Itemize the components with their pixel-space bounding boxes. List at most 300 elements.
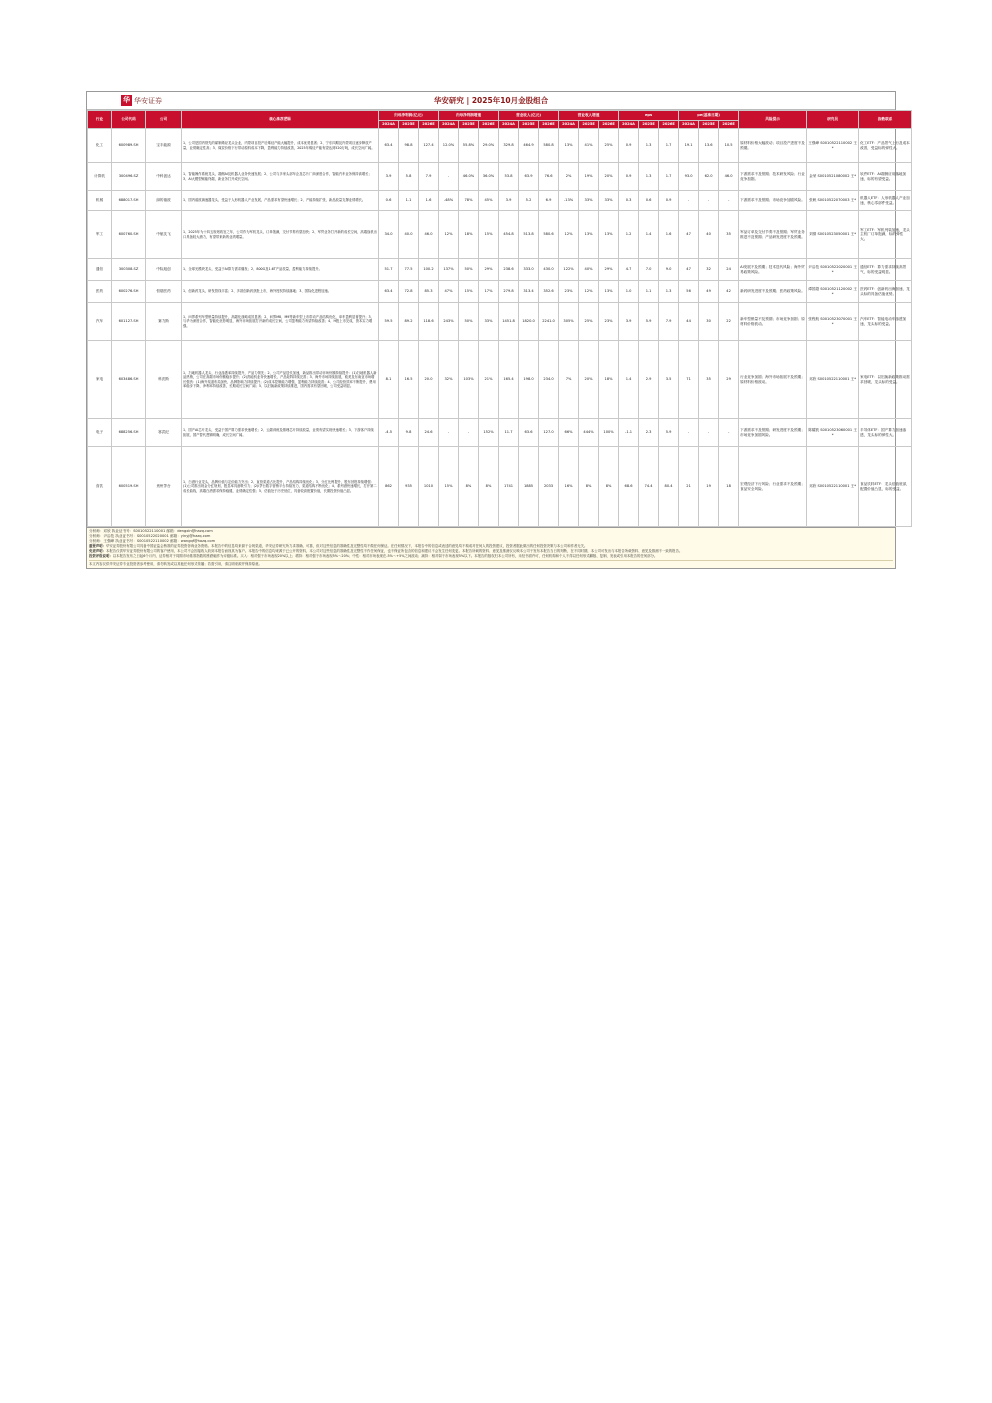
metric-cell: 41%	[579, 129, 599, 163]
metric-cell: 25%	[579, 303, 599, 341]
metric-cell: 11.7	[499, 419, 519, 447]
header-profit-growth: 归母净利润增速	[439, 111, 499, 121]
header-row-groups	[88, 111, 912, 121]
header-net-profit: 归母净利润(亿元)	[379, 111, 439, 121]
logic-cell: 1、智能操作系统龙头，端侧AI及机器人业务快速发展；2、公司与多家头部车企及芯片厂商深度合作，智能汽车业务保持高增长；3、AI大模型赋能终端，新业务打开成长空间。	[182, 163, 379, 191]
header-pe: pe(基准日期)	[679, 111, 739, 121]
metric-cell: 1451.8	[499, 303, 519, 341]
metric-cell: 32	[699, 259, 719, 281]
metric-cell: 0.6	[639, 191, 659, 211]
analyst-cell: 张程航 S0010523070001 王*	[807, 303, 859, 341]
metric-cell: 29.0%	[479, 129, 499, 163]
metric-cell: 53.8	[499, 163, 519, 191]
metric-cell: 72.8	[399, 281, 419, 303]
table-row	[88, 419, 912, 447]
metric-cell: -	[439, 163, 459, 191]
risk-cell: 宏观经济下行风险；行业需求不及预期；食品安全风险。	[739, 447, 807, 527]
metric-cell: 137%	[439, 259, 459, 281]
header-year: 2026E	[599, 121, 619, 129]
metric-cell: 98.8	[399, 129, 419, 163]
table-row	[88, 191, 912, 211]
table-row	[88, 129, 912, 163]
metric-cell: 234.0	[539, 341, 559, 419]
risk-cell: 下游需求不及预期；研发进度不及预期；市场竞争加剧风险。	[739, 419, 807, 447]
metric-cell: 279.8	[499, 281, 519, 303]
metric-cell: 352.6	[539, 281, 559, 303]
code-cell: 600519.SH	[112, 447, 146, 527]
disclaimer-label: 重要声明：	[89, 544, 106, 548]
logic-cell: 1、扫地机器人龙头，行业渗透率持续提升，产品力领先；2、公司产品迭代加速，新品推出带动市场份额持续提升：(1)扫地机器人新品热销，公司在高端市场份额稳步提升；(2)洗地机业务快速增长，产品矩阵持续完善；3、海外市场持续拓展，欧美及东南亚市场增长强劲：(1)海外渠道布局加快，品牌影响力持续提升；(2)成本控制能力增强，盈利能力持续改善；4、公司经营效率不断提升，费用率稳步下降，净利率持续改善，长期成长空间广阔；5、以旧换新政策持续推进，国内需求有望回暖，公司受益明显。	[182, 341, 379, 419]
metric-cell: 8%	[599, 447, 619, 527]
metric-cell: 35	[699, 341, 719, 419]
metric-cell: 51.7	[379, 259, 399, 281]
risk-cell: 新车型销量不及预期；市场竞争加剧；原材料价格波动。	[739, 303, 807, 341]
metric-cell: 9.0	[659, 259, 679, 281]
metric-cell: 243%	[439, 303, 459, 341]
index-cell: 汽车ETF：智能电动车渗透加速，龙头标的受益。	[859, 303, 912, 341]
metric-cell: 25%	[599, 129, 619, 163]
metric-cell: 1.1	[399, 191, 419, 211]
metric-cell: 7.0	[639, 259, 659, 281]
metric-cell: 12.0%	[439, 129, 459, 163]
index-cell: 半导体ETF：国产算力加速渗透，龙头标的弹性大。	[859, 419, 912, 447]
index-cell: 软件ETF：AI端侧应用落地加速，标的有望受益。	[859, 163, 912, 191]
metric-cell: 23%	[599, 303, 619, 341]
analyst-cell: 尹沿技 S0010522020001 王*	[807, 259, 859, 281]
metric-cell: 45%	[479, 191, 499, 211]
metric-cell: 49	[699, 281, 719, 303]
analyst-cell: 王强峰 S0010522110002 王*	[807, 129, 859, 163]
metric-cell: 55.8%	[459, 129, 479, 163]
metric-cell: -	[439, 419, 459, 447]
metric-cell: 42	[719, 281, 739, 303]
analyst-cell: 谭国超 S0010521120002 王*	[807, 281, 859, 303]
metric-cell: 40.0	[399, 211, 419, 259]
stock-table	[87, 110, 912, 527]
header-year: 2026E	[719, 121, 739, 129]
metric-cell: 63.9	[519, 163, 539, 191]
table-row	[88, 259, 912, 281]
disclaimer-paragraph	[89, 554, 893, 559]
metric-cell: 77.5	[399, 259, 419, 281]
metric-cell: 18	[719, 447, 739, 527]
metric-cell: 7.9	[419, 163, 439, 191]
page-title: 华安研究 | 2025年10月金股组合	[433, 96, 549, 105]
metric-cell: 1.3	[639, 163, 659, 191]
risk-cell: 下游需求不及预期；技术研发风险；行业竞争加剧。	[739, 163, 807, 191]
metric-cell: 0.9	[619, 129, 639, 163]
company-cell: 中航沈飞	[146, 211, 182, 259]
industry-cell: 军工	[88, 211, 112, 259]
metric-cell: 21	[679, 447, 699, 527]
metric-cell: 935	[399, 447, 419, 527]
footer-note: 本文内容仅供华安证券专业投资者参考使用，请勿转发或以其他任何形式传播；若需引用，请注明来源并保持原意。	[89, 560, 893, 567]
table-body	[88, 129, 912, 527]
disclaimer-text: 本报告仅供华安证券股份有限公司的客户使用，本公司不会因接收人收到本报告而视其为客户。本报告中的信息均来源于已公开的资料，本公司对这些信息的准确性及完整性不作任何保证，也不保证所包含的信息和建议不会发生任何变更。本报告所载的资料、意见及推测仅反映本公司于发布本报告当日的判断，在不同时期，本公司可发出与本报告所载资料、意见及推测不一致的报告。	[105, 548, 683, 553]
industry-cell: 机械	[88, 191, 112, 211]
header-logic: 核心推荐逻辑	[182, 111, 379, 129]
industry-cell: 化工	[88, 129, 112, 163]
header-year: 2025E	[699, 121, 719, 129]
header-year: 2025E	[519, 121, 539, 129]
metric-cell: 464.9	[519, 129, 539, 163]
metric-cell: -	[699, 419, 719, 447]
header-year: 2026E	[659, 121, 679, 129]
metric-cell: 580.6	[539, 211, 559, 259]
logic-cell: 1、白酒行业龙头，品牌价值与定价能力突出；2、直营渠道占比提升，产品结构持续优化；3、分红比例提升，股东回报持续增强：(1)公司推出现金分红规划，股息率具备吸引力；(2)i茅台数字营销平台持续发力，渠道结构不断优化；4、系列酒快速增长，打开第二成长曲线，高端白酒需求保持稳健，业绩确定性强；5、估值处于历史低位，具备较高配置价值，长期投资价值凸显。	[182, 447, 379, 527]
metric-cell: 0.9	[659, 191, 679, 211]
metric-cell: 35	[719, 211, 739, 259]
disclaimer-label: 投资评级说明：	[89, 553, 113, 558]
code-cell: 688017.SH	[112, 191, 146, 211]
metric-cell: 1.0	[619, 281, 639, 303]
header-industry: 行业	[88, 111, 112, 129]
metric-cell: 18%	[599, 341, 619, 419]
metric-cell: 1.2	[619, 211, 639, 259]
metric-cell: 32%	[439, 341, 459, 419]
code-cell: 600760.SH	[112, 211, 146, 259]
logic-cell: 1、公司是国内领先的煤制烯烃龙头企业，内蒙项目投产后烯烃产能大幅提升，成本优势显著；2、宁东四期及内蒙项目逐步释放产量，业绩确定性高；3、煤炭价格下行带动原料成本下降，盈利能力持续改善，2025年烯烃产能有望达到520万吨，成长空间广阔。	[182, 129, 379, 163]
metric-cell: 23%	[559, 281, 579, 303]
metric-cell: 24	[719, 259, 739, 281]
metric-cell: 8.1	[379, 341, 399, 419]
metric-cell: 15%	[459, 281, 479, 303]
header-year: 2024A	[499, 121, 519, 129]
metric-cell: 305%	[559, 303, 579, 341]
company-cell: 绿的谐波	[146, 191, 182, 211]
metric-cell: 238.6	[499, 259, 519, 281]
metric-cell: 20%	[599, 163, 619, 191]
metric-cell: 0.3	[619, 191, 639, 211]
title-bar	[87, 92, 895, 110]
metric-cell: 19.1	[679, 129, 699, 163]
header-revenue-growth: 营业收入增速	[559, 111, 619, 121]
metric-cell: 1.4	[619, 341, 639, 419]
company-cell: 中际旭创	[146, 259, 182, 281]
portfolio-sheet	[86, 91, 910, 569]
metric-cell: 20.0	[419, 341, 439, 419]
header-risk: 风险提示	[739, 111, 807, 129]
analyst-line: 分析师：尹沿技 执业证书号：S0010522020001 邮箱：yinyj@hazq.com	[89, 534, 211, 538]
metric-cell: 1.6	[659, 211, 679, 259]
analyst-cell: 邓欣 S0010522110001 王*	[807, 341, 859, 419]
metric-cell: 1885	[519, 447, 539, 527]
metric-cell: 47%	[439, 281, 459, 303]
metric-cell: 17%	[479, 281, 499, 303]
metric-cell: 74.4	[639, 447, 659, 527]
disclaimer-label: 免责声明：	[89, 548, 106, 553]
header-year: 2025E	[399, 121, 419, 129]
code-cell: 300308.SZ	[112, 259, 146, 281]
metric-cell: 3.9	[619, 303, 639, 341]
metric-cell: 13%	[599, 211, 619, 259]
industry-cell: 食饮	[88, 447, 112, 527]
metric-cell: 19	[699, 447, 719, 527]
header-year: 2024A	[379, 121, 399, 129]
metric-cell: 12%	[559, 211, 579, 259]
metric-cell: 4.7	[619, 259, 639, 281]
table-row	[88, 211, 912, 259]
metric-cell: -48%	[439, 191, 459, 211]
metric-cell: 862	[379, 447, 399, 527]
index-cell: 军工ETF：军机列装加速，龙头主机厂订单饱满，标的弹性大。	[859, 211, 912, 259]
metric-cell: 15%	[479, 211, 499, 259]
metric-cell: 30	[699, 303, 719, 341]
header-year: 2024A	[619, 121, 639, 129]
metric-cell: 21%	[479, 341, 499, 419]
industry-cell: 电子	[88, 419, 112, 447]
metric-cell: 513.8	[519, 211, 539, 259]
metric-cell: 47	[679, 211, 699, 259]
metric-cell: 13%	[559, 129, 579, 163]
metric-cell: 5.9	[639, 303, 659, 341]
metric-cell: 152%	[479, 419, 499, 447]
company-cell: 宝丰能源	[146, 129, 182, 163]
analyst-cell: 陈耀波 S0010523060001 王*	[807, 419, 859, 447]
company-cell: 中科创达	[146, 163, 182, 191]
analyst-line: 分析师：邓欣 执业证书号：S0010522110001 邮箱：dengxin@hazq.com	[89, 529, 213, 533]
metric-cell: 12%	[439, 211, 459, 259]
header-year: 2024A	[559, 121, 579, 129]
metric-cell: 1.4	[639, 211, 659, 259]
index-cell: 医药ETF：创新药出海加速，龙头标的具备估值优势。	[859, 281, 912, 303]
metric-cell: 63.6	[519, 419, 539, 447]
metric-cell: 5.8	[399, 163, 419, 191]
metric-cell: 127.4	[419, 129, 439, 163]
metric-cell: 13.6	[699, 129, 719, 163]
metric-cell: 20%	[579, 341, 599, 419]
table-row	[88, 447, 912, 527]
header-company: 公司	[146, 111, 182, 129]
table-row	[88, 163, 912, 191]
industry-cell: 医药	[88, 281, 112, 303]
metric-cell: 76.6	[539, 163, 559, 191]
metric-cell: 2%	[559, 163, 579, 191]
analyst-line: 分析师：王强峰 执业证书号：S0010522110002 邮箱：wangqf@hazq.com	[89, 539, 216, 543]
metric-cell: 33%	[579, 191, 599, 211]
table-row	[88, 303, 912, 341]
metric-cell: -	[699, 191, 719, 211]
metric-cell: 7.9	[659, 303, 679, 341]
metric-cell: 1.7	[659, 129, 679, 163]
metric-cell: 63.4	[379, 281, 399, 303]
index-cell: 通信ETF：算力需求持续高景气，标的受益明显。	[859, 259, 912, 281]
risk-cell: 新药研发进度不及预期；医药政策风险。	[739, 281, 807, 303]
metric-cell: 36.0%	[479, 163, 499, 191]
metric-cell: 9.8	[399, 419, 419, 447]
metric-cell: 1.3	[659, 281, 679, 303]
metric-cell: 34.0	[379, 211, 399, 259]
metric-cell: 13%	[579, 211, 599, 259]
metric-cell: 5.9	[659, 419, 679, 447]
code-cell: 603486.SH	[112, 341, 146, 419]
metric-cell: 2.9	[639, 341, 659, 419]
metric-cell: -	[679, 191, 699, 211]
header-year: 2025E	[639, 121, 659, 129]
metric-cell: 6.9	[539, 191, 559, 211]
header-year: 2024A	[439, 121, 459, 129]
metric-cell: 29%	[599, 259, 619, 281]
index-cell: 机器人ETF：人形机器人产业加速，核心零部件受益。	[859, 191, 912, 211]
metric-cell: 24.6	[419, 419, 439, 447]
header-revenue: 营业收入(亿元)	[499, 111, 559, 121]
analyst-cell: 邓欣 S0010522110001 王*	[807, 447, 859, 527]
metric-cell: 1010	[419, 447, 439, 527]
metric-cell: 33%	[479, 303, 499, 341]
metric-cell: 50%	[459, 303, 479, 341]
metric-cell: 5.2	[519, 191, 539, 211]
metric-cell: 19%	[579, 163, 599, 191]
code-cell: 300496.SZ	[112, 163, 146, 191]
table-row	[88, 341, 912, 419]
header-year: 2025E	[579, 121, 599, 129]
index-cell: 食品饮料ETF：龙头估值底部，配置价值凸显，标的受益。	[859, 447, 912, 527]
metric-cell: 454.8	[499, 211, 519, 259]
industry-cell: 计算机	[88, 163, 112, 191]
metric-cell: 198.0	[519, 341, 539, 419]
metric-cell: 80.4	[659, 447, 679, 527]
metric-cell: 8%	[459, 447, 479, 527]
risk-cell: 行业竞争加剧；海外市场拓展不及预期；原材料价格波动。	[739, 341, 807, 419]
metric-cell: 46.0%	[459, 163, 479, 191]
risk-cell: 原材料价格大幅波动；项目投产进度不及预期。	[739, 129, 807, 163]
metric-cell: 1820.0	[519, 303, 539, 341]
metric-cell: 12%	[579, 281, 599, 303]
industry-cell: 通信	[88, 259, 112, 281]
metric-cell: 2241.0	[539, 303, 559, 341]
code-cell: 600276.SH	[112, 281, 146, 303]
metric-cell: -	[719, 191, 739, 211]
industry-cell: 家电	[88, 341, 112, 419]
metric-cell: 89.2	[399, 303, 419, 341]
metric-cell: 1.6	[419, 191, 439, 211]
metric-cell: 63.4	[379, 129, 399, 163]
header-index: 指数联系	[859, 111, 912, 129]
metric-cell: 18%	[459, 211, 479, 259]
metric-cell: 103%	[459, 341, 479, 419]
metric-cell: 8%	[479, 447, 499, 527]
company-cell: 赛力斯	[146, 303, 182, 341]
metric-cell: 100%	[599, 419, 619, 447]
header-eps: eps	[619, 111, 679, 121]
metric-cell: 50%	[459, 259, 479, 281]
metric-cell: 85.3	[419, 281, 439, 303]
metric-cell: 313.4	[519, 281, 539, 303]
metric-cell: 59.5	[379, 303, 399, 341]
metric-cell: 47	[679, 259, 699, 281]
metric-cell: 0.6	[379, 191, 399, 211]
logic-cell: 1、创新药龙头，研发管线丰富；2、多款创新药获批上市，海外授权持续落地；3、国际化进程加速。	[182, 281, 379, 303]
metric-cell: 165.4	[499, 341, 519, 419]
metric-cell: 333.0	[519, 259, 539, 281]
metric-cell: 46.0	[419, 211, 439, 259]
metric-cell: 22	[719, 303, 739, 341]
notes-section	[87, 527, 895, 568]
analyst-cell: 张帆 S0010522070003 王*	[807, 191, 859, 211]
metric-cell: 1.1	[639, 281, 659, 303]
risk-cell: 军品订单及交付节奏不及预期；军贸业务推进不及预期；产品研发进度不及预期。	[739, 211, 807, 259]
metric-cell: 8%	[579, 447, 599, 527]
logic-cell: 1、全球光模块龙头，受益于AI算力需求爆发；2、800G及1.6T产品放量，盈利能力持续提升。	[182, 259, 379, 281]
header-year: 2025E	[459, 121, 479, 129]
metric-cell: 62.0	[699, 163, 719, 191]
metric-cell: 56	[679, 281, 699, 303]
metric-cell: -1.1	[619, 419, 639, 447]
industry-cell: 汽车	[88, 303, 112, 341]
metric-cell: 2.3	[639, 419, 659, 447]
metric-cell: 1.7	[659, 163, 679, 191]
metric-cell: 66%	[559, 419, 579, 447]
logic-cell: 1、国内谐波减速器龙头，受益于人形机器人产业发展，产品需求有望快速增长；2、产能持续扩张，新品放量支撑业绩增长。	[182, 191, 379, 211]
logic-cell: 1、2025年为十四五规划收官之年，公司作为军机龙头，订单饱满，交付节奏有望加快；2、军贸业务打开新的成长空间，高端战机出口具备较大潜力，有望带来新的业绩增量。	[182, 211, 379, 259]
company-cell: 科沃斯	[146, 341, 182, 419]
header-year: 2026E	[479, 121, 499, 129]
metric-cell: 16%	[559, 447, 579, 527]
risk-cell: AI发展不及预期；技术迭代风险；海外贸易政策风险。	[739, 259, 807, 281]
header-code: 公司代码	[112, 111, 146, 129]
metric-cell: 40	[699, 211, 719, 259]
metric-cell: -	[459, 419, 479, 447]
logic-cell: 1、国产AI芯片龙头，受益于国产算力需求快速增长；2、云端训练及推理芯片持续放量，业绩有望实现快速增长；3、下游客户持续拓展，国产替代逻辑明确，成长空间广阔。	[182, 419, 379, 447]
metric-cell: 1741	[499, 447, 519, 527]
metric-cell: 0.9	[619, 163, 639, 191]
metric-cell: 68.6	[619, 447, 639, 527]
metric-cell: 100.2	[419, 259, 439, 281]
analyst-cell: 金荣 S0010521080002 王*	[807, 163, 859, 191]
metric-cell: 7%	[559, 341, 579, 419]
metric-cell: 3.5	[659, 341, 679, 419]
index-cell: 化工ETF：产品景气上行及成本改善，受益标的弹性大。	[859, 129, 912, 163]
company-cell: 贵州茅台	[146, 447, 182, 527]
metric-cell: 430.0	[539, 259, 559, 281]
table-row	[88, 281, 912, 303]
metric-cell: -	[679, 419, 699, 447]
header-year: 2026E	[539, 121, 559, 129]
metric-cell: 2033	[539, 447, 559, 527]
metric-cell: 15%	[439, 447, 459, 527]
code-cell: 688256.SH	[112, 419, 146, 447]
metric-cell: 71	[679, 341, 699, 419]
metric-cell: 16.5	[399, 341, 419, 419]
logic-cell: 1、问界系列车型销量持续提升，高端化战略成效显著；2、问界M8、M9等新车型上市带动产品结构优化，单车盈利显著提升；3、与华为深度合作，智能化优势明显，海外市场拓展打开新的成长空间，公司盈利能力有望持续改善；4、H股上市完成，资本实力增强。	[182, 303, 379, 341]
metric-cell: 329.8	[499, 129, 519, 163]
metric-cell: 122%	[559, 259, 579, 281]
metric-cell: 33%	[599, 191, 619, 211]
metric-cell: 444%	[579, 419, 599, 447]
metric-cell: 3.9	[499, 191, 519, 211]
analyst-contacts	[89, 529, 893, 544]
metric-cell: 127.0	[539, 419, 559, 447]
metric-cell: 3.9	[379, 163, 399, 191]
code-cell: 601127.SH	[112, 303, 146, 341]
metric-cell: -13%	[559, 191, 579, 211]
disclaimer-text: 以本报告发布之日起6个月内，证券相对于同期市场基准指数的涨跌幅作为评级标准。买入：相对强于市场表现20%以上；增持：相对强于市场表现5%～20%；中性：相对市场表现在-5%～+5%之间波动；减持：相对弱于市场表现5%以下。本报告的版权归本公司所有，未经书面许可，任何机构和个人不得以任何形式翻版、复制、发表或引用本报告的任何部分。	[112, 553, 658, 558]
disclaimer-paragraphs	[89, 544, 893, 558]
metric-cell: -	[719, 419, 739, 447]
metric-cell: 46.0	[719, 163, 739, 191]
metric-cell: 118.6	[419, 303, 439, 341]
metric-cell: 580.8	[539, 129, 559, 163]
metric-cell: 40%	[579, 259, 599, 281]
metric-cell: 13%	[599, 281, 619, 303]
metric-cell: -4.5	[379, 419, 399, 447]
analyst-cell: 刘倩 S0010523050001 王*	[807, 211, 859, 259]
logo-mark: 华	[123, 96, 130, 104]
company-cell: 恒瑞医药	[146, 281, 182, 303]
metric-cell: 10.5	[719, 129, 739, 163]
logo-text: 华安证券	[134, 96, 162, 105]
index-cell: 家电ETF：以旧换新政策推动需求回暖，龙头标的受益。	[859, 341, 912, 419]
